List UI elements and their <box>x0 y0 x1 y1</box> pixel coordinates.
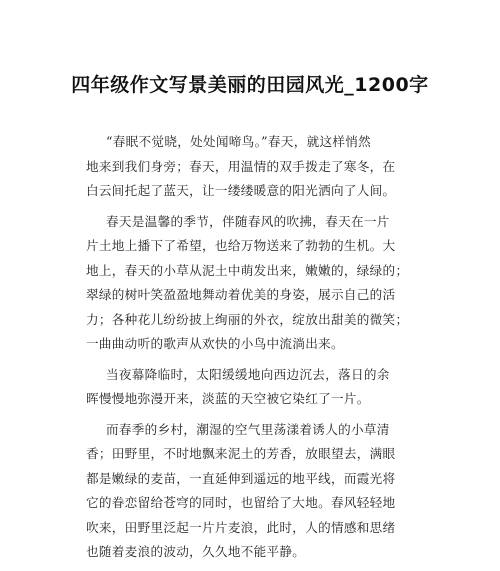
text-line: 片土地上播下了希望，也给万物送来了勃勃的生机。大 <box>86 238 396 253</box>
text-line: 也随着麦浪的波动，久久地不能平静。 <box>86 544 306 559</box>
paragraph <box>86 418 426 565</box>
text-line: 它的眷恋留给苍穹的同时，也留给了大地。春风轻轻地 <box>86 495 396 510</box>
text-line: 都是嫩绿的麦苗，一直延伸到遥远的地平线，而霞光将 <box>86 470 396 486</box>
text-line: 春天是温馨的季节，伴随春风的吹拂，春天在一片 <box>106 213 390 229</box>
paragraph <box>86 210 426 357</box>
text-line: 力；各种花儿纷纷披上绚丽的外衣，绽放出甜美的微笑； <box>86 311 409 327</box>
text-line: 香；田野里，不时地飘来泥土的芳香，放眼望去，满眼 <box>86 446 396 461</box>
text-line: 地来到我们身旁；春天，用温情的双手拨走了寒冬，在 <box>86 158 396 174</box>
text-line: 而春季的乡村，潮湿的空气里荡漾着诱人的小草清 <box>106 421 390 437</box>
text-line: “春眠不觉晓，处处闻啼鸟。”春天，就这样悄然 <box>106 134 372 149</box>
paragraph <box>86 363 426 412</box>
text-line: 晖慢慢地弥漫开来，淡蓝的天空被它染红了一片。 <box>86 391 370 406</box>
text-line: 地上，春天的小草从泥土中萌发出来，嫩嫩的，绿绿的； <box>86 262 409 278</box>
text-line: 当夜幕降临时，太阳缓缓地向西边沉去，落日的余 <box>106 366 390 382</box>
text-line: 白云间托起了蓝天，让一缕缕暖意的阳光洒向了人间。 <box>86 183 396 198</box>
document-body <box>86 130 426 571</box>
paragraph <box>86 130 426 204</box>
text-line: 翠绿的树叶笑盈盈地舞动着优美的身姿，展示自己的活 <box>86 287 396 302</box>
document-title: 四年级作文写景美丽的田园风光_1200字 <box>71 74 429 96</box>
text-line: 吹来，田野里泛起一片片麦浪，此时，人的情感和思绪 <box>86 519 396 535</box>
text-line: 一曲曲动听的歌声从欢快的小鸟中流淌出来。 <box>86 336 344 351</box>
